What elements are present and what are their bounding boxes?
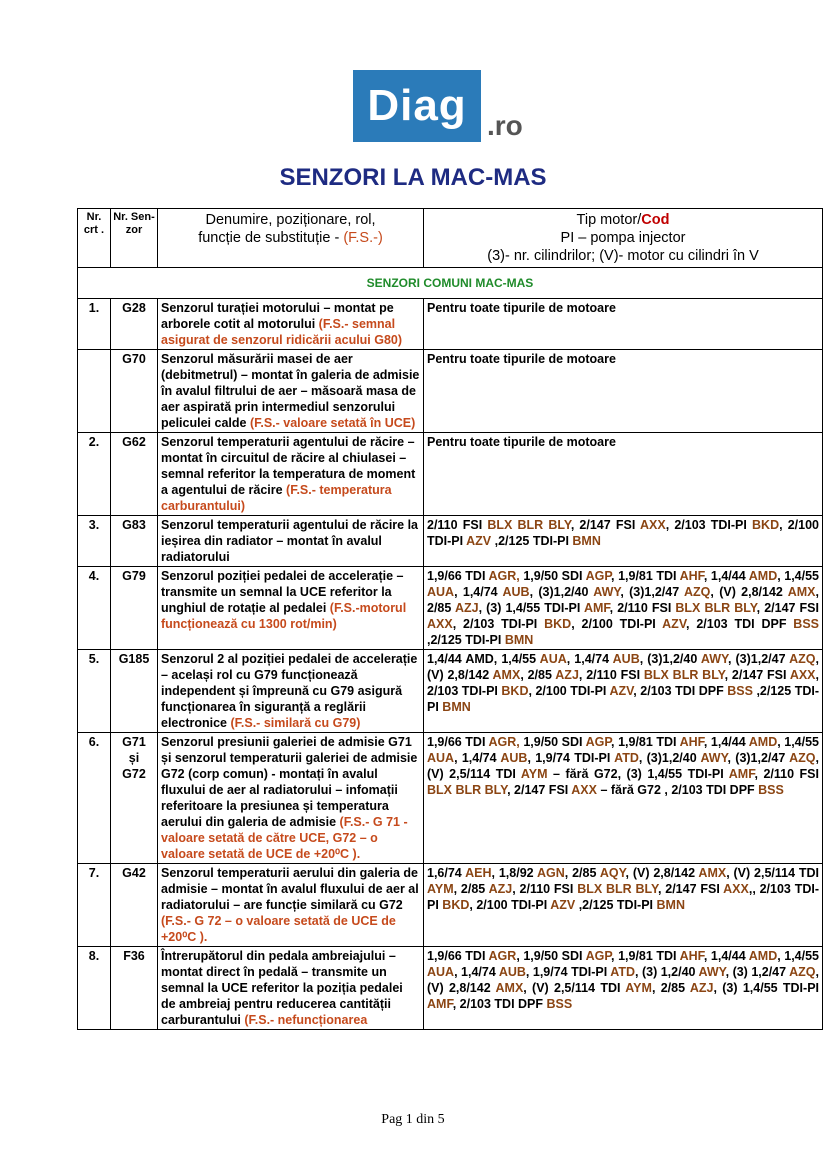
table-row xyxy=(78,864,823,947)
engine-code: AMF xyxy=(728,767,755,781)
engine-spec: , 2/85 xyxy=(453,882,489,896)
engine-spec: , 1,4/55 xyxy=(777,735,820,749)
engine-spec: , 2/100 TDI-PI xyxy=(427,518,820,548)
engine-code: BSS xyxy=(793,617,819,631)
engine-spec: 1,9/66 TDI xyxy=(427,949,489,963)
engine-spec: , 1,8/92 xyxy=(491,866,537,880)
engine-spec: , 2/103 TDI DPF xyxy=(633,684,728,698)
engine-spec: , (V) 2,8/142 xyxy=(710,585,788,599)
engine-code: AMX xyxy=(492,668,521,682)
header-denumire-line2: funcție de substituție - xyxy=(198,230,340,246)
header-tip-cod: Cod xyxy=(641,212,670,228)
substitution-function: (F.S.- nefuncționarea xyxy=(244,1013,368,1027)
engine-spec: , 1,9/81 TDI xyxy=(611,569,680,583)
engine-spec: , 1,4/44 xyxy=(703,569,749,583)
engine-spec: , 1,4/74 xyxy=(566,652,613,666)
table-row xyxy=(78,350,823,433)
engine-code: AGN xyxy=(537,866,565,880)
engine-spec: , 2/147 FSI xyxy=(724,668,790,682)
row-description xyxy=(158,433,424,516)
substitution-function: (F.S.- semnal asigurat de senzorul ridicării acului G80) xyxy=(161,317,403,347)
engine-code: AUB xyxy=(612,652,640,666)
engine-code: AGP xyxy=(585,569,612,583)
description-text: Senzorul turației motorului – montat pe arborele cotit al motorului xyxy=(161,301,394,331)
engine-code: AGR xyxy=(488,949,517,963)
engine-spec: , (V) 2,8/142 xyxy=(625,866,699,880)
engine-spec: , 2/103 TDI-PI xyxy=(665,518,753,532)
page-title: SENZORI LA MAC-MAS xyxy=(279,164,547,191)
engine-code: AYM xyxy=(520,767,548,781)
row-engine-types: Pentru toate tipurile de motoare xyxy=(424,350,823,433)
header-denumire xyxy=(158,209,424,268)
row-description xyxy=(158,350,424,433)
engine-code: AMX xyxy=(698,866,727,880)
engine-spec: , 1,9/81 TDI xyxy=(611,949,680,963)
engine-spec: , (3) 1,2/40 xyxy=(635,965,699,979)
row-senzor: G62 xyxy=(111,433,158,516)
engine-code: AHF xyxy=(679,735,704,749)
description-text: Senzorul presiunii galeriei de admisie G71 și senzorul temperaturii galeriei de admisie G72 (corp comun) - montați în avalul fluxului de aer al radiatorului – infomații referitoare la presiunea și temperatura aerului din galeria de admisie xyxy=(161,735,418,829)
sensor-table xyxy=(77,208,823,1030)
engine-code: ATD xyxy=(614,751,639,765)
engine-spec: , 2/103 TDI-PI xyxy=(452,617,545,631)
description-text: Întrerupătorul din pedala ambreiajului – montat direct în pedală – transmite un semnal la UCE referitor la poziția pedalei de ambreiaj pentru reducerea cantității carburantului xyxy=(161,949,403,1027)
engine-spec: , 2/85 xyxy=(651,981,690,995)
row-description xyxy=(158,516,424,567)
logo-main: Diag xyxy=(353,70,481,142)
engine-spec: , 1,4/44 xyxy=(703,735,749,749)
engine-spec: , (3)1,2/47 xyxy=(620,585,685,599)
engine-spec: , 2/85 xyxy=(564,866,600,880)
engine-code: AWY xyxy=(700,652,728,666)
table-row xyxy=(78,516,823,567)
header-denumire-line1: Denumire, poziționare, rol, xyxy=(205,212,376,228)
row-nr: 4. xyxy=(78,567,111,650)
engine-spec: , 2/110 FSI xyxy=(512,882,578,896)
engine-code: AUB xyxy=(500,751,528,765)
header-tip-line3: (3)- nr. cilindrilor; (V)- motor cu cilindri în V xyxy=(487,248,759,264)
engine-spec: , (3) 1,4/55 TDI-PI xyxy=(713,981,819,995)
header-nr-crt: Nr. crt . xyxy=(78,209,111,268)
engine-code: AHF xyxy=(679,569,704,583)
engine-spec: , 2/100 TDI-PI xyxy=(571,617,663,631)
engine-code: AWY xyxy=(698,965,726,979)
row-description xyxy=(158,567,424,650)
engine-code: BLX BLR BLY xyxy=(427,783,508,797)
engine-spec: , 1,9/81 TDI xyxy=(611,735,680,749)
description-text: Senzorul măsurării masei de aer (debitmetrul) – montat în galeria de admisie în avalul filtrului de aer – măsoară masa de aer aspirată prin intermediul senzorului peliculei calde xyxy=(161,352,420,430)
row-description xyxy=(158,864,424,947)
engine-spec: – fără G72 , 2/103 TDI DPF xyxy=(596,783,759,797)
row-engine-types xyxy=(424,947,823,1030)
engine-spec: 2/110 FSI xyxy=(427,518,488,532)
engine-code: AGR, xyxy=(488,735,520,749)
engine-spec: , 2/100 TDI-PI xyxy=(528,684,610,698)
engine-spec: , (3)1,2/40 xyxy=(638,751,701,765)
engine-code: AMD xyxy=(748,949,778,963)
header-tip-prefix: Tip motor/ xyxy=(576,212,642,228)
row-senzor: G42 xyxy=(111,864,158,947)
row-engine-types xyxy=(424,733,823,864)
row-engine-types: Pentru toate tipurile de motoare xyxy=(424,299,823,350)
engine-spec: , 1,4/44 xyxy=(703,949,749,963)
engine-code: BMN xyxy=(504,633,534,647)
engine-code: BLX BLR BLY xyxy=(643,668,725,682)
header-tip-motor xyxy=(424,209,823,268)
table-row xyxy=(78,433,823,516)
logo-suffix: .ro xyxy=(487,110,523,141)
engine-code: AZV xyxy=(550,898,576,912)
engine-code: AMD xyxy=(748,735,778,749)
row-nr: 5. xyxy=(78,650,111,733)
engine-code: AXX xyxy=(427,617,453,631)
engine-spec: , 2/110 FSI xyxy=(754,767,819,781)
engine-code: ATD xyxy=(610,965,636,979)
engine-spec: , 2/103 TDI DPF xyxy=(686,617,794,631)
engine-code: AQY xyxy=(599,866,626,880)
table-row xyxy=(78,733,823,864)
engine-code: BMN xyxy=(656,898,685,912)
engine-code: AYM xyxy=(427,882,454,896)
engine-code: AZJ xyxy=(555,668,579,682)
engine-spec: , 2/110 FSI xyxy=(609,601,676,615)
engine-spec: 1,9/66 TDI xyxy=(427,569,489,583)
page-footer: Pag 1 din 5 xyxy=(381,1112,445,1127)
engine-spec: , 2/147 FSI xyxy=(657,882,724,896)
engine-code: AHF xyxy=(679,949,704,963)
row-nr: 8. xyxy=(78,947,111,1030)
description-text: Senzorul temperaturii aerului din galeria de admisie – montat în avalul fluxului de aer al radiatorului – are funcție similară cu G72 xyxy=(161,866,419,912)
engine-spec: , (3) 1,2/47 xyxy=(725,965,790,979)
engine-code: BSS xyxy=(758,783,784,797)
engine-code: BKD xyxy=(501,684,529,698)
row-description xyxy=(158,947,424,1030)
header-denumire-fs: (F.S.-) xyxy=(343,230,383,246)
row-description xyxy=(158,733,424,864)
engine-code: BSS xyxy=(727,684,753,698)
engine-spec: 1,9/50 SDI xyxy=(519,569,586,583)
engine-code: AMX xyxy=(787,585,816,599)
engine-code: AYM xyxy=(625,981,652,995)
engine-spec: , (V) 2,5/114 TDI xyxy=(523,981,626,995)
engine-spec: , (3)1,2/40 xyxy=(639,652,701,666)
engine-spec: 1,6/74 xyxy=(427,866,466,880)
engine-spec: , 2/147 FSI xyxy=(756,601,819,615)
row-senzor: G79 xyxy=(111,567,158,650)
substitution-function: (F.S.- similară cu G79) xyxy=(230,716,361,730)
engine-spec: , 2/103 TDI-PI xyxy=(427,668,819,698)
engine-code: AWY xyxy=(700,751,728,765)
engine-code: AWY xyxy=(593,585,621,599)
engine-code: AGR, xyxy=(488,569,520,583)
engine-code: AUA xyxy=(427,751,455,765)
row-senzor: G185 xyxy=(111,650,158,733)
engine-code: AZJ xyxy=(454,601,479,615)
engine-code: AUB xyxy=(498,965,526,979)
engine-spec: ,2/125 TDI-PI xyxy=(575,898,657,912)
engine-spec: 1,4/44 AMD, 1,4/55 xyxy=(427,652,540,666)
engine-spec: , 2/147 FSI xyxy=(507,783,572,797)
engine-spec: , 1,4/55 xyxy=(777,569,820,583)
row-engine-types xyxy=(424,650,823,733)
engine-code: AEH xyxy=(465,866,492,880)
engine-code: AZQ xyxy=(789,751,816,765)
engine-spec: , 1,9/74 TDI-PI xyxy=(527,751,615,765)
row-description xyxy=(158,299,424,350)
engine-code: AMX xyxy=(495,981,524,995)
engine-code: AMD xyxy=(748,569,778,583)
table-row xyxy=(78,947,823,1030)
engine-spec: ,, 2/103 TDI-PI xyxy=(427,882,819,912)
engine-code: AGP xyxy=(585,735,612,749)
engine-spec: – fără G72, (3) 1,4/55 TDI-PI xyxy=(547,767,729,781)
section-title: SENZORI COMUNI MAC-MAS xyxy=(78,268,823,299)
substitution-function: (F.S.- valoare setată în UCE) xyxy=(249,416,416,430)
engine-code: BLX BLR BLY xyxy=(577,882,658,896)
engine-spec: ,2/125 TDI-PI xyxy=(427,684,820,714)
engine-code: BMN xyxy=(572,534,601,548)
row-nr xyxy=(78,350,111,433)
engine-spec: , (V) 2,8/142 xyxy=(427,965,819,995)
engine-code: AUA xyxy=(427,585,455,599)
header-tip-line2: PI – pompa injector xyxy=(560,230,686,246)
row-description xyxy=(158,650,424,733)
engine-code: AZV xyxy=(466,534,492,548)
substitution-function: (F.S.- G 72 – o valoare setată de UCE de +20⁰C ). xyxy=(161,914,396,944)
engine-code: AZJ xyxy=(689,981,714,995)
engine-code: BKD xyxy=(442,898,470,912)
engine-code: AZV xyxy=(609,684,634,698)
engine-code: AXX xyxy=(571,783,597,797)
row-senzor: F36 xyxy=(111,947,158,1030)
engine-code: AGP xyxy=(585,949,612,963)
table-row xyxy=(78,567,823,650)
engine-spec: , (3)1,2/40 xyxy=(529,585,594,599)
engine-spec: , (3)1,2/47 xyxy=(727,652,790,666)
engine-code: AUA xyxy=(539,652,567,666)
table-row xyxy=(78,650,823,733)
engine-spec: , (V) 2,5/114 TDI xyxy=(726,866,820,880)
substitution-function: (F.S.- G 71 -valoare setată de către UCE, G72 – o valoare setată de UCE de +20⁰C ). xyxy=(161,815,408,861)
substitution-function: (F.S.-motorul funcționează cu 1300 rot/min) xyxy=(161,601,407,631)
engine-spec: ,2/125 TDI-PI xyxy=(427,633,505,647)
engine-spec: 1,9/50 SDI xyxy=(519,735,586,749)
engine-spec: , 1,4/74 xyxy=(454,585,503,599)
engine-spec: , 1,9/74 TDI-PI xyxy=(525,965,611,979)
engine-spec: , 1,4/55 xyxy=(777,949,820,963)
row-senzor: G70 xyxy=(111,350,158,433)
engine-spec: , (V) 2,8/142 xyxy=(427,652,819,682)
engine-code: AUB xyxy=(502,585,530,599)
description-text: Senzorul 2 al poziției pedalei de accelerație – același rol cu G79 funcționează independent și împreună cu G79 asigură funcționarea în siguranță a reglării electronice xyxy=(161,652,418,730)
row-engine-types xyxy=(424,864,823,947)
engine-code: AXX xyxy=(723,882,749,896)
engine-code: BLX BLR BLY xyxy=(675,601,757,615)
engine-code: BKD xyxy=(752,518,780,532)
header-nr-senzor: Nr. Sen- zor xyxy=(111,209,158,268)
engine-spec: , 1,9/50 SDI xyxy=(516,949,586,963)
engine-code: AZV xyxy=(662,617,687,631)
engine-code: AZQ xyxy=(789,652,816,666)
engine-code: BSS xyxy=(546,997,573,1011)
row-nr: 6. xyxy=(78,733,111,864)
engine-code: AMF xyxy=(427,997,453,1011)
table-row xyxy=(78,299,823,350)
engine-spec: ,2/125 TDI-PI xyxy=(491,534,573,548)
engine-spec: 1,9/66 TDI xyxy=(427,735,489,749)
row-nr: 1. xyxy=(78,299,111,350)
engine-spec: , 2/103 TDI DPF xyxy=(452,997,547,1011)
row-senzor: G71 și G72 xyxy=(111,733,158,864)
engine-spec: , (3) 1,4/55 TDI-PI xyxy=(478,601,584,615)
engine-code: AXX xyxy=(789,668,816,682)
row-engine-types: Pentru toate tipurile de motoare xyxy=(424,433,823,516)
row-nr: 7. xyxy=(78,864,111,947)
row-nr: 2. xyxy=(78,433,111,516)
description-text: Senzorul temperaturii agentului de răcire – montat în circuitul de răcire al chiulasei – semnal referitor la temperatura de moment a agentului de răcire xyxy=(161,435,416,497)
description-text: Senzorul temperaturii agentului de răcire la ieșirea din radiator – montat în avalul radiatorului xyxy=(161,518,419,564)
table-header-row xyxy=(78,209,823,268)
engine-spec: , (3)1,2/47 xyxy=(727,751,790,765)
engine-spec: , 2/147 FSI xyxy=(570,518,640,532)
row-senzor: G28 xyxy=(111,299,158,350)
engine-spec: , 2/100 TDI-PI xyxy=(469,898,551,912)
engine-code: AXX xyxy=(640,518,666,532)
row-nr: 3. xyxy=(78,516,111,567)
row-engine-types xyxy=(424,567,823,650)
substitution-function: (F.S.- temperatura carburantului) xyxy=(161,483,392,513)
engine-code: AZQ xyxy=(789,965,816,979)
engine-code: AZJ xyxy=(488,882,513,896)
section-row xyxy=(78,268,823,299)
engine-code: AUA xyxy=(427,965,455,979)
engine-code: BKD xyxy=(544,617,572,631)
row-senzor: G83 xyxy=(111,516,158,567)
description-text: Senzorul poziției pedalei de accelerație – transmite un semnal la UCE referitor la unghiul de rotație al pedalei xyxy=(161,569,404,615)
engine-code: AZQ xyxy=(684,585,711,599)
engine-spec: , (V) 2,5/114 TDI xyxy=(427,751,819,781)
engine-spec: , 2/110 FSI xyxy=(578,668,644,682)
row-engine-types xyxy=(424,516,823,567)
engine-code: BMN xyxy=(442,700,471,714)
engine-spec: , 1,4/74 xyxy=(454,751,501,765)
engine-code: AMF xyxy=(583,601,610,615)
engine-code: BLX BLR BLY xyxy=(487,518,571,532)
engine-spec: , 2/85 xyxy=(520,668,556,682)
engine-spec: , 1,4/74 xyxy=(454,965,499,979)
engine-spec: , 2/85 xyxy=(427,585,819,615)
